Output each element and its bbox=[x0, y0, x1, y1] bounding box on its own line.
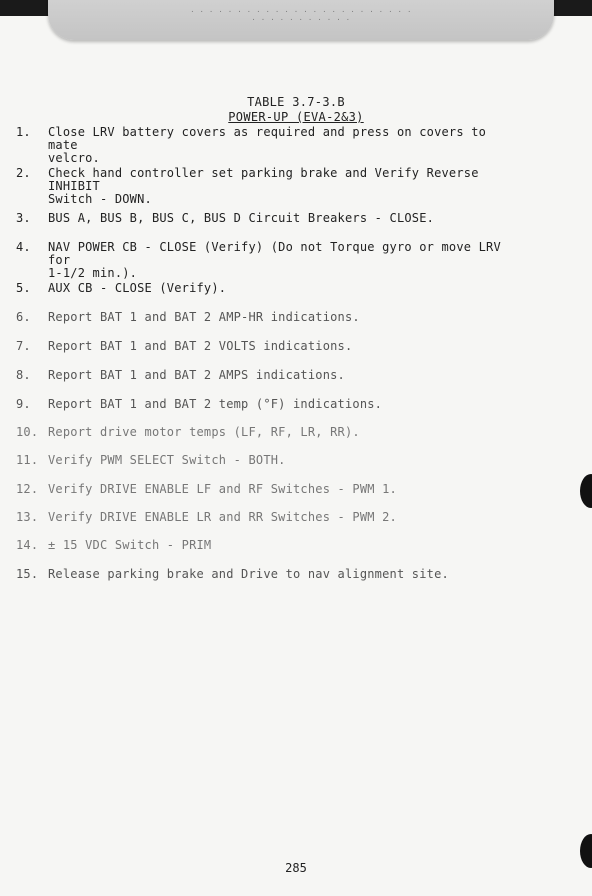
item-number: 14. bbox=[16, 538, 39, 552]
item-number: 6. bbox=[16, 310, 31, 324]
item-number: 13. bbox=[16, 510, 39, 524]
item-number: 10. bbox=[16, 425, 39, 439]
item-text: AUX CB - CLOSE (Verify). bbox=[48, 281, 227, 295]
item-number: 1. bbox=[16, 125, 31, 139]
item-number: 15. bbox=[16, 567, 39, 581]
table-title bbox=[0, 110, 592, 124]
item-text: Verify PWM SELECT Switch - BOTH. bbox=[48, 453, 286, 467]
item-text: Release parking brake and Drive to nav alignment site. bbox=[48, 567, 449, 581]
page-number: 285 bbox=[285, 861, 307, 875]
item-text: ± 15 VDC Switch - PRIM bbox=[48, 538, 212, 552]
item-text: Verify DRIVE ENABLE LR and RR Switches - PWM 2. bbox=[48, 510, 397, 524]
item-number: 8. bbox=[16, 368, 31, 382]
item-number: 5. bbox=[16, 281, 31, 295]
table-title-text: POWER-UP (EVA-2&3) bbox=[228, 110, 364, 124]
clip-faded-text: · · · · · · · · · · · bbox=[251, 16, 351, 24]
item-text: Report BAT 1 and BAT 2 temp (°F) indications. bbox=[48, 397, 383, 411]
item-number: 12. bbox=[16, 482, 39, 496]
item-text: BUS A, BUS B, BUS C, BUS D Circuit Breakers - CLOSE. bbox=[48, 211, 435, 225]
item-number: 9. bbox=[16, 397, 31, 411]
item-number: 11. bbox=[16, 453, 39, 467]
table-number: TABLE 3.7-3.B bbox=[247, 95, 345, 109]
item-text: Report BAT 1 and BAT 2 AMPS indications. bbox=[48, 368, 345, 382]
item-text: Report BAT 1 and BAT 2 AMP-HR indications. bbox=[48, 310, 360, 324]
binder-hole bbox=[580, 474, 592, 508]
item-text: Check hand controller set parking brake and Verify Reverse INHIBIT Switch - DOWN. bbox=[48, 166, 479, 206]
item-number: 7. bbox=[16, 339, 31, 353]
item-text: Report BAT 1 and BAT 2 VOLTS indications. bbox=[48, 339, 353, 353]
item-text: Verify DRIVE ENABLE LF and RF Switches - PWM 1. bbox=[48, 482, 397, 496]
clip-faded-text: · · · · · · · · · · · · · · · · · · · · · · · · bbox=[190, 8, 412, 16]
item-number: 2. bbox=[16, 166, 31, 180]
document-page bbox=[0, 16, 592, 896]
item-number: 3. bbox=[16, 211, 31, 225]
item-number: 4. bbox=[16, 240, 31, 254]
item-text: Close LRV battery covers as required and press on covers to mate velcro. bbox=[48, 125, 487, 165]
binder-clip bbox=[48, 0, 554, 40]
item-text: Report drive motor temps (LF, RF, LR, RR). bbox=[48, 425, 360, 439]
item-text: NAV POWER CB - CLOSE (Verify) (Do not Torque gyro or move LRV for 1-1/2 min.). bbox=[48, 240, 501, 280]
